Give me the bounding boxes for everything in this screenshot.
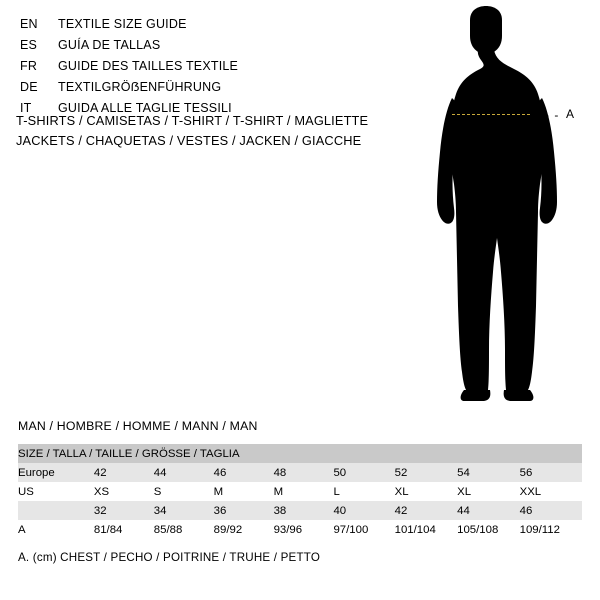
table-cell: 85/88 bbox=[153, 523, 183, 536]
table-cell: 44 bbox=[153, 466, 167, 479]
table-cell: 109/112 bbox=[519, 523, 560, 536]
table-cell: 89/92 bbox=[213, 523, 243, 536]
language-title: TEXTILGRÖẞENFÜHRUNG bbox=[58, 80, 222, 94]
language-code: ES bbox=[20, 38, 38, 52]
table-cell: 34 bbox=[153, 504, 167, 517]
table-cell: 50 bbox=[333, 466, 347, 479]
language-row bbox=[20, 56, 420, 77]
table-row bbox=[18, 463, 582, 482]
table-cell: 44 bbox=[457, 504, 470, 517]
category-line-tshirts: T-SHIRTS / CAMISETAS / T-SHIRT / T-SHIRT / MAGLIETTE bbox=[16, 113, 369, 128]
language-code: FR bbox=[20, 59, 38, 73]
table-header-label: SIZE / TALLA / TAILLE / GRÖSSE / TAGLIA bbox=[18, 447, 240, 460]
measurement-footnote: A. (cm) CHEST / PECHO / POITRINE / TRUHE / PETTO bbox=[18, 551, 321, 564]
table-cell: 48 bbox=[273, 466, 287, 479]
language-row bbox=[20, 14, 420, 35]
row-label: Europe bbox=[18, 466, 55, 479]
table-cell: XL bbox=[394, 485, 409, 498]
table-cell: 32 bbox=[93, 504, 107, 517]
language-row bbox=[20, 77, 420, 98]
table-cell: 46 bbox=[519, 504, 533, 517]
language-header-block bbox=[20, 14, 420, 119]
table-cell: 54 bbox=[457, 466, 470, 479]
language-code: IT bbox=[20, 101, 32, 115]
table-cell: M bbox=[213, 485, 224, 498]
table-cell: 56 bbox=[519, 466, 533, 479]
category-line-jackets: JACKETS / CHAQUETAS / VESTES / JACKEN / GIACCHE bbox=[16, 133, 362, 148]
table-cell: XL bbox=[457, 485, 472, 498]
table-row bbox=[18, 520, 582, 539]
table-cell: 81/84 bbox=[93, 523, 123, 536]
male-silhouette-figure bbox=[408, 6, 593, 406]
chest-measure-dashes: - - bbox=[545, 108, 560, 122]
table-cell: S bbox=[153, 485, 162, 498]
language-row bbox=[20, 35, 420, 56]
table-cell: 97/100 bbox=[333, 523, 369, 536]
language-title: GUIDE DES TAILLES TEXTILE bbox=[58, 59, 239, 73]
category-block bbox=[16, 111, 436, 151]
language-title: GUIDA ALLE TAGLIE TESSILI bbox=[58, 101, 232, 115]
table-cell: 93/96 bbox=[273, 523, 303, 536]
table-cell: 40 bbox=[333, 504, 347, 517]
table-cell: XS bbox=[93, 485, 110, 498]
table-cell: 46 bbox=[213, 466, 227, 479]
size-chart-table bbox=[18, 444, 582, 539]
table-row bbox=[18, 501, 582, 520]
language-title: GUÍA DE TALLAS bbox=[58, 38, 161, 52]
table-cell: 42 bbox=[394, 504, 408, 517]
table-cell: 105/108 bbox=[457, 523, 499, 536]
table-cell: M bbox=[273, 485, 284, 498]
language-code: EN bbox=[20, 17, 38, 31]
table-cell: XXL bbox=[519, 485, 542, 498]
table-cell: L bbox=[333, 485, 340, 498]
table-cell: 38 bbox=[273, 504, 287, 517]
table-cell: 36 bbox=[213, 504, 227, 517]
chest-measure-label: A bbox=[566, 107, 575, 121]
table-cell: 42 bbox=[93, 466, 107, 479]
row-label bbox=[18, 501, 94, 520]
table-header-row bbox=[18, 444, 582, 463]
row-label: US bbox=[18, 485, 34, 498]
table-section-title: MAN / HOMBRE / HOMME / MANN / MAN bbox=[18, 419, 258, 433]
table-cell: 52 bbox=[394, 466, 408, 479]
table-row bbox=[18, 482, 582, 501]
language-code: DE bbox=[20, 80, 38, 94]
table-cell: 101/104 bbox=[394, 523, 436, 536]
row-label: A bbox=[18, 523, 26, 536]
language-title: TEXTILE SIZE GUIDE bbox=[58, 17, 187, 31]
chest-measure-guide-line bbox=[452, 114, 530, 115]
silhouette-svg bbox=[408, 6, 593, 406]
